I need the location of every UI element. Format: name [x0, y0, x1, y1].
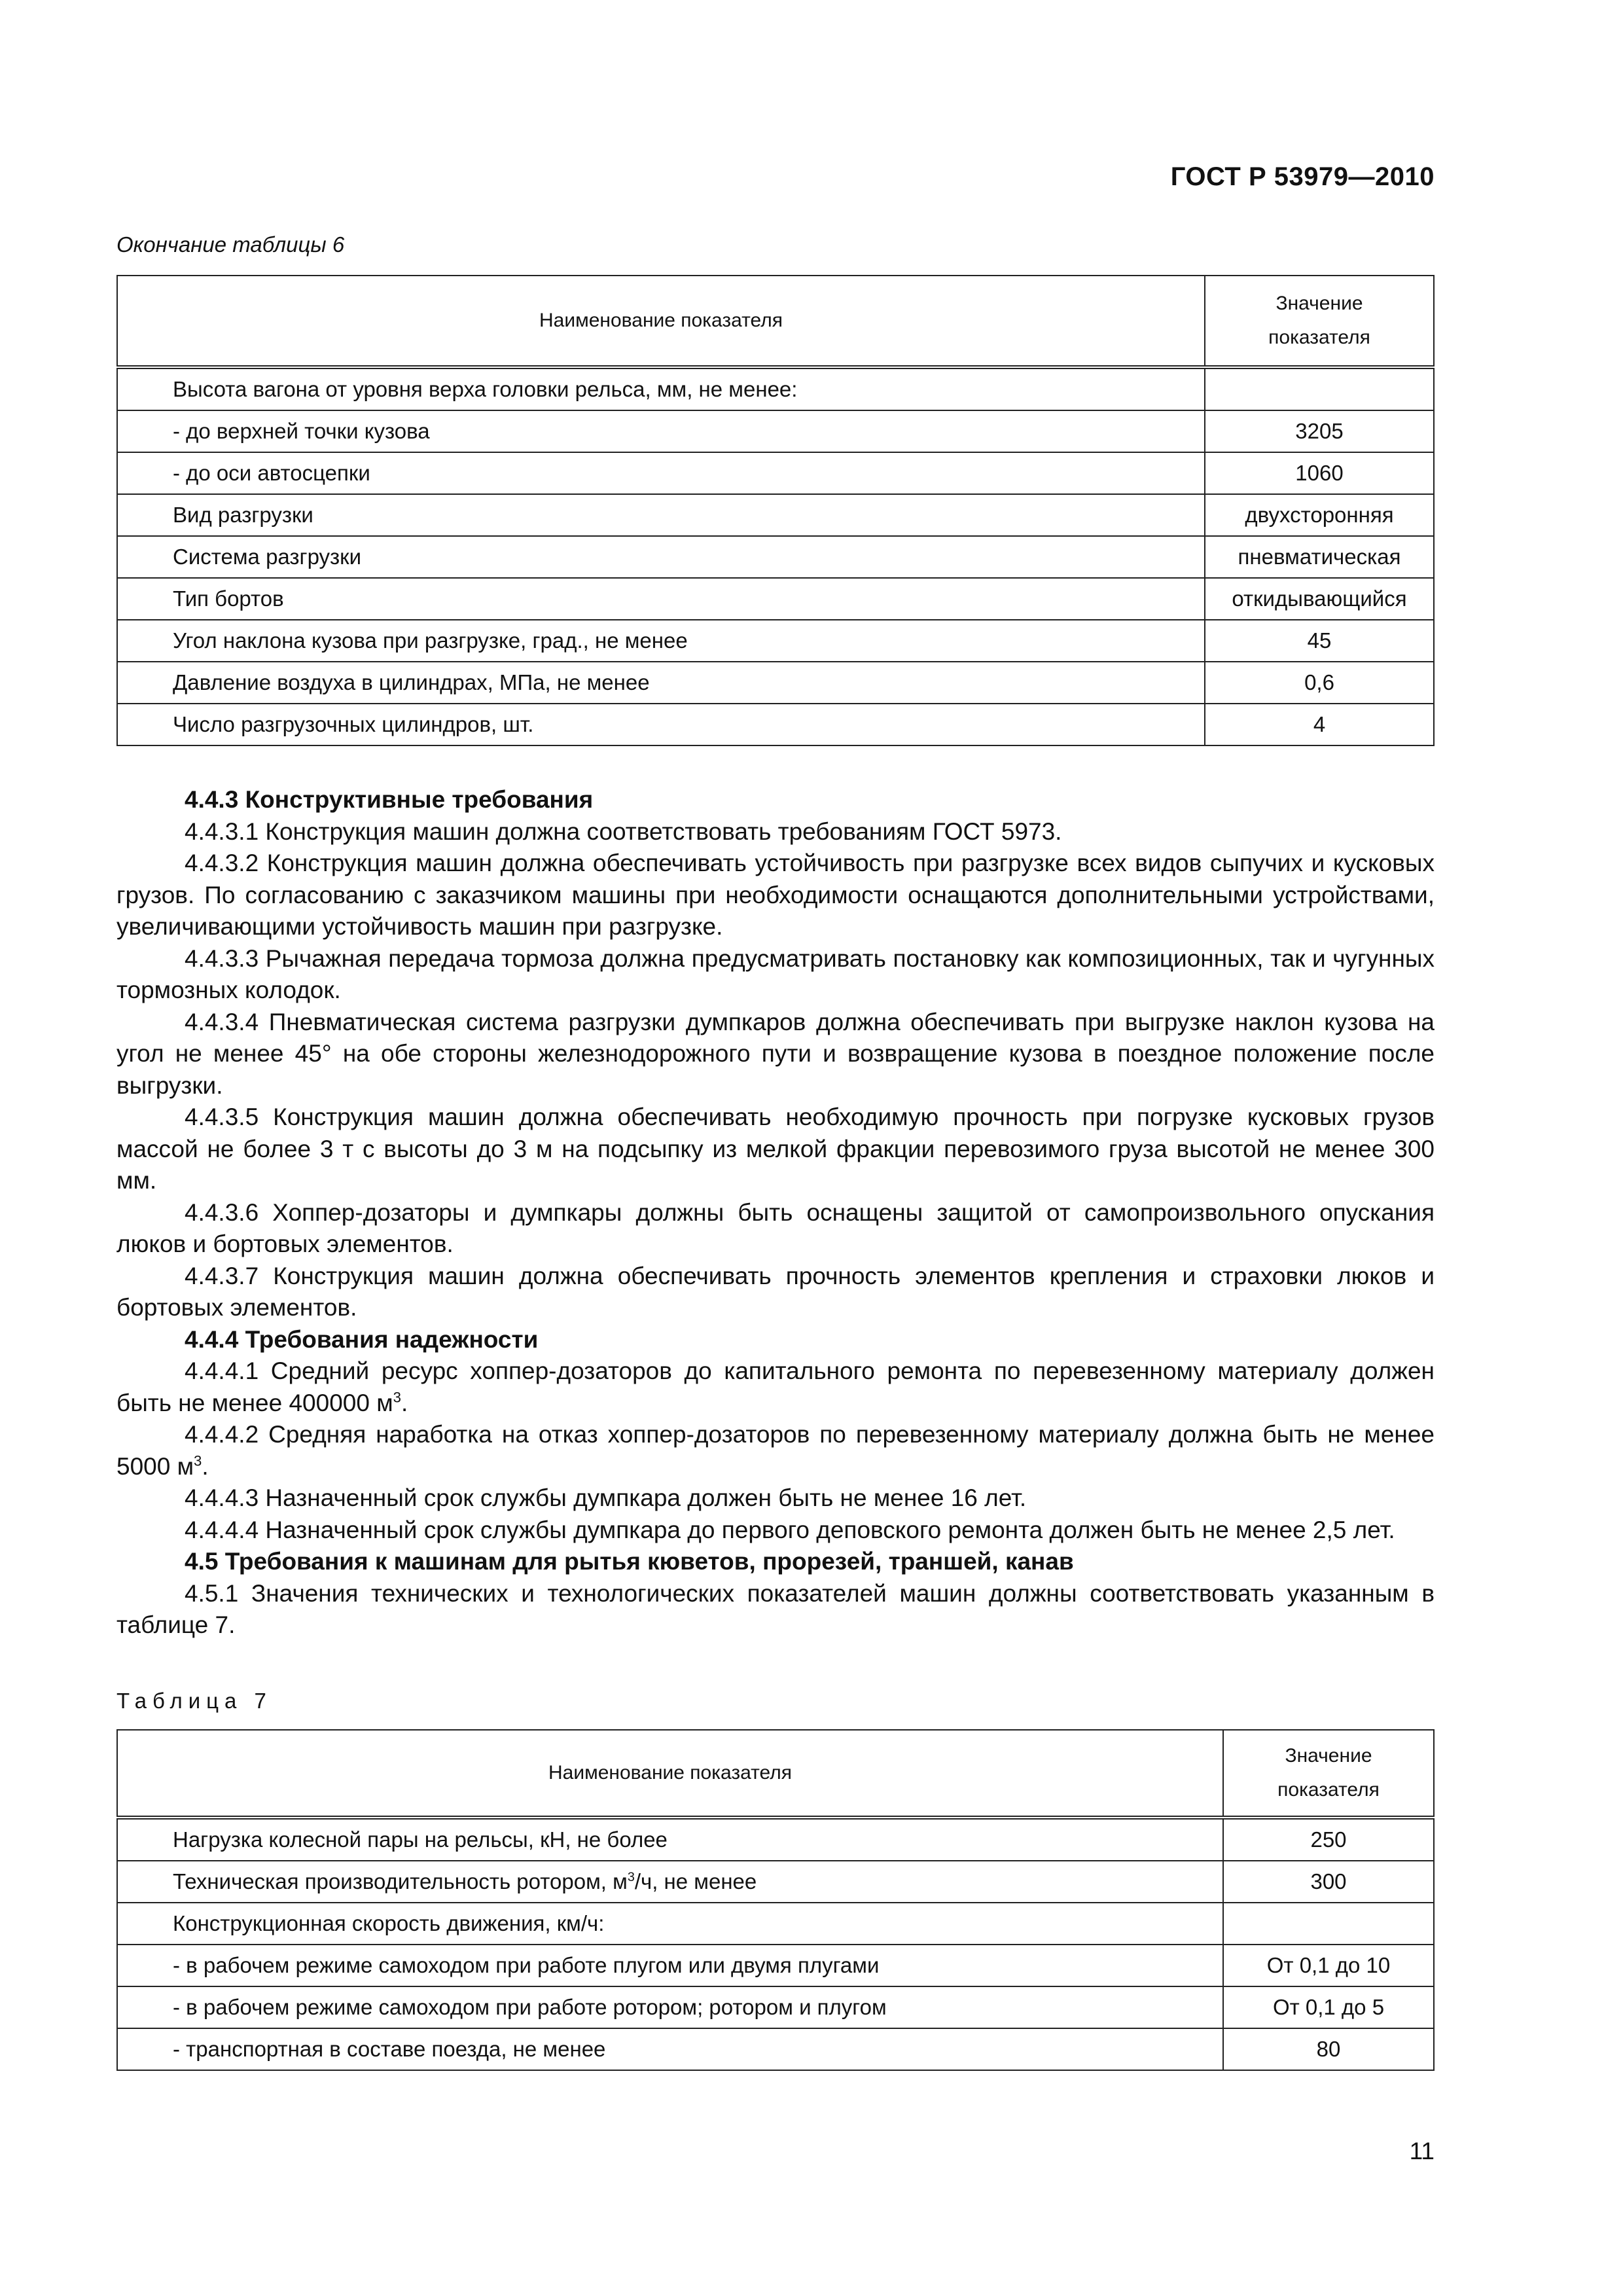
row-value: 45 — [1205, 620, 1434, 662]
document-code: ГОСТ Р 53979—2010 — [1170, 162, 1435, 191]
row-value: 300 — [1223, 1861, 1434, 1903]
paragraph-4-4-4-1 — [116, 1355, 1435, 1419]
paragraph-4-4-3-3: 4.4.3.3 Рычажная передача тормоза должна предусматривать постановку как композиционных, так и чугунных тормозных колодок. — [116, 944, 1435, 1003]
paragraph-4-4-3-7: 4.4.3.7 Конструкция машин должна обеспечивать прочность элементов крепления и страховки люков и бортовых элементов. — [116, 1262, 1435, 1321]
table-row — [117, 2028, 1434, 2070]
superscript: 3 — [393, 1389, 401, 1406]
paragraph-4-4-3-4: 4.4.3.4 Пневматическая система разгрузки думпкаров должна обеспечивать при выгрузке наклон кузова на угол не менее 45° на обе стороны железнодорожного пути и возвращение кузова в поездное положение после выгрузки. — [116, 1008, 1435, 1099]
paragraph-4-4-3-2: 4.4.3.2 Конструкция машин должна обеспечивать устойчивость при разгрузке всех видов сыпучих и кусковых грузов. По согласованию с заказчиком машины при необходимости оснащаются дополнительными устройствами, увеличивающими устойчивость машин при разгрузке. — [116, 850, 1435, 940]
table-row — [117, 578, 1434, 620]
row-value: пневматическая — [1205, 536, 1434, 578]
column-header-value — [1223, 1730, 1434, 1818]
table-row — [117, 620, 1434, 662]
row-name: - в рабочем режиме самоходом при работе плугом или двумя плугами — [117, 1945, 1223, 1986]
column-header-value-line2: показателя — [1268, 327, 1370, 348]
paragraph-text: 4.4.4.2 Средняя наработка на отказ хоппер-дозаторов по перевезенному материалу должна быть не менее 5000 м — [116, 1421, 1435, 1480]
table-row — [117, 1861, 1434, 1903]
table6-caption: Окончание таблицы 6 — [116, 232, 345, 257]
row-name: Вид разгрузки — [117, 494, 1205, 536]
row-value: От 0,1 до 10 — [1223, 1945, 1434, 1986]
table-row — [117, 452, 1434, 494]
table-row — [117, 367, 1434, 410]
row-value: 3205 — [1205, 410, 1434, 452]
table-row — [117, 704, 1434, 745]
row-name: Давление воздуха в цилиндрах, МПа, не менее — [117, 662, 1205, 704]
row-name: Тип бортов — [117, 578, 1205, 620]
superscript: 3 — [194, 1452, 202, 1469]
paragraph-4-5-1: 4.5.1 Значения технических и технологических показателей машин должны соответствовать указанным в таблице 7. — [116, 1579, 1435, 1638]
heading-4-4-3: 4.4.3 Конструктивные требования — [185, 786, 594, 813]
row-value: 1060 — [1205, 452, 1434, 494]
row-value: 250 — [1223, 1818, 1434, 1861]
row-name-part: /ч, не менее — [634, 1869, 757, 1893]
table-row — [117, 1818, 1434, 1861]
paragraph-4-4-3-6: 4.4.3.6 Хоппер-дозаторы и думпкары должны быть оснащены защитой от самопроизвольного опускания люков и бортовых элементов. — [116, 1198, 1435, 1257]
table-row — [117, 536, 1434, 578]
paragraph-4-4-4-4: 4.4.4.4 Назначенный срок службы думпкара до первого деповского ремонта должен быть не менее 2,5 лет. — [185, 1516, 1395, 1543]
row-name: - до верхней точки кузова — [117, 410, 1205, 452]
table-6 — [116, 275, 1435, 746]
row-name: Угол наклона кузова при разгрузке, град., не менее — [117, 620, 1205, 662]
row-name: - транспортная в составе поезда, не менее — [117, 2028, 1223, 2070]
row-value — [1205, 367, 1434, 410]
column-header-name: Наименование показателя — [117, 1730, 1223, 1818]
row-name: Нагрузка колесной пары на рельсы, кН, не более — [117, 1818, 1223, 1861]
table-row — [117, 410, 1434, 452]
heading-4-4-4: 4.4.4 Требования надежности — [185, 1325, 539, 1353]
row-name: Система разгрузки — [117, 536, 1205, 578]
row-name — [117, 1861, 1223, 1903]
row-value: 0,6 — [1205, 662, 1434, 704]
row-name: Высота вагона от уровня верха головки рельса, мм, не менее: — [117, 367, 1205, 410]
row-name: - до оси автосцепки — [117, 452, 1205, 494]
column-header-value-line2: показателя — [1277, 1779, 1380, 1801]
row-value — [1223, 1903, 1434, 1945]
table-row — [117, 1903, 1434, 1945]
paragraph-text: 4.4.4.1 Средний ресурс хоппер-дозаторов до капитального ремонта по перевезенному материалу должен быть не менее 400000 м — [116, 1357, 1435, 1416]
table-7 — [116, 1729, 1435, 2071]
row-value: двухсторонняя — [1205, 494, 1434, 536]
paragraph-4-4-4-2 — [116, 1419, 1435, 1482]
table-row — [117, 494, 1434, 536]
table7-caption: Таблица 7 — [116, 1689, 272, 1713]
row-value: 4 — [1205, 704, 1434, 745]
page-number: 11 — [1409, 2138, 1435, 2164]
section-text — [116, 784, 1435, 1641]
row-value: От 0,1 до 5 — [1223, 1986, 1434, 2028]
paragraph-4-4-4-3: 4.4.4.3 Назначенный срок службы думпкара должен быть не менее 16 лет. — [185, 1484, 1027, 1511]
paragraph-4-4-3-1: 4.4.3.1 Конструкция машин должна соответствовать требованиям ГОСТ 5973. — [185, 817, 1062, 845]
table-header-row — [117, 1730, 1434, 1818]
table-row — [117, 1986, 1434, 2028]
period: . — [401, 1389, 408, 1416]
row-value: 80 — [1223, 2028, 1434, 2070]
row-name-part: Техническая производительность ротором, м — [173, 1869, 628, 1893]
row-name: - в рабочем режиме самоходом при работе ротором; ротором и плугом — [117, 1986, 1223, 2028]
column-header-name: Наименование показателя — [117, 276, 1205, 367]
column-header-value — [1205, 276, 1434, 367]
table-row — [117, 662, 1434, 704]
superscript: 3 — [627, 1870, 635, 1884]
row-name: Конструкционная скорость движения, км/ч: — [117, 1903, 1223, 1945]
row-name: Число разгрузочных цилиндров, шт. — [117, 704, 1205, 745]
column-header-value-line1: Значение — [1275, 293, 1363, 314]
table-header-row — [117, 276, 1434, 367]
paragraph-4-4-3-5: 4.4.3.5 Конструкция машин должна обеспечивать необходимую прочность при погрузке кусковых грузов массой не более 3 т с высоты до 3 м на подсыпку из мелкой фракции перевозимого груза высотой не менее 300 мм. — [116, 1103, 1435, 1194]
heading-4-5: 4.5 Требования к машинам для рытья кюветов, прорезей, траншей, канав — [185, 1548, 1074, 1575]
period: . — [202, 1452, 209, 1480]
table-row — [117, 1945, 1434, 1986]
row-value: откидывающийся — [1205, 578, 1434, 620]
column-header-value-line1: Значение — [1285, 1745, 1372, 1767]
